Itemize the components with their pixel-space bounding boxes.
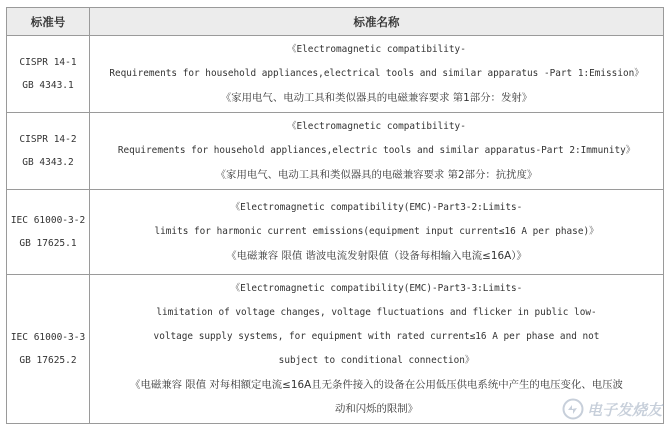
chinese-title: 《电磁兼容 限值 谐波电流发射限值（设备每相输入电流≤16A）》 bbox=[226, 250, 527, 262]
standard-code: GB 4343.2 bbox=[22, 157, 74, 168]
chinese-title: 《家用电气、电动工具和类似器具的电磁兼容要求 第2部分：抗扰度》 bbox=[215, 169, 538, 181]
standard-code: GB 17625.1 bbox=[19, 238, 77, 249]
standards-table bbox=[6, 7, 664, 424]
table-row bbox=[7, 36, 664, 113]
standard-name-cell bbox=[90, 190, 664, 275]
title-line: 《Electromagnetic compatibility(EMC)-Part3-3:Limits- bbox=[230, 283, 523, 294]
title-line: subject to conditional connection》 bbox=[278, 355, 475, 366]
standard-code-cell bbox=[7, 36, 90, 113]
table-row bbox=[7, 190, 664, 275]
title-line: Requirements for household appliances,electrical tools and similar apparatus -Part 1:Emission》 bbox=[109, 68, 644, 79]
header-row bbox=[7, 8, 664, 36]
standard-code: GB 4343.1 bbox=[22, 80, 74, 91]
standard-code: GB 17625.2 bbox=[19, 355, 77, 366]
standard-code-cell bbox=[7, 190, 90, 275]
standard-code: CISPR 14-1 bbox=[19, 57, 77, 68]
standard-code: IEC 61000-3-3 bbox=[10, 332, 86, 343]
standard-code-cell bbox=[7, 275, 90, 424]
standard-code-cell bbox=[7, 113, 90, 190]
standard-code: IEC 61000-3-2 bbox=[10, 215, 86, 226]
watermark bbox=[562, 398, 662, 420]
table-row bbox=[7, 113, 664, 190]
title-line: limitation of voltage changes, voltage fluctuations and flicker in public low- bbox=[156, 307, 597, 318]
site-logo-icon bbox=[562, 398, 584, 420]
standard-name-cell bbox=[90, 36, 664, 113]
title-line: 《Electromagnetic compatibility- bbox=[287, 121, 466, 132]
watermark-text: 电子发烧友 bbox=[586, 400, 662, 419]
header-standard-number: 标准号 bbox=[7, 8, 90, 36]
header-standard-name: 标准名称 bbox=[90, 8, 664, 36]
title-line: voltage supply systems, for equipment with rated current≤16 A per phase and not bbox=[153, 331, 600, 342]
title-line: 《Electromagnetic compatibility(EMC)-Part3-2:Limits- bbox=[230, 202, 523, 213]
standard-code: CISPR 14-2 bbox=[19, 134, 77, 145]
chinese-title: 动和闪烁的限制》 bbox=[334, 403, 419, 415]
title-line: limits for harmonic current emissions(equipment input current≤16 A per phase)》 bbox=[154, 226, 599, 237]
chinese-title: 《电磁兼容 限值 对每相额定电流≤16A且无条件接入的设备在公用低压供电系统中产生的电压变化、电压波 bbox=[130, 379, 623, 391]
standard-name-cell bbox=[90, 113, 664, 190]
title-line: Requirements for household appliances,electric tools and similar apparatus-Part 2:Immunity》 bbox=[117, 145, 636, 156]
title-line: 《Electromagnetic compatibility- bbox=[287, 44, 466, 55]
chinese-title: 《家用电气、电动工具和类似器具的电磁兼容要求 第1部分：发射》 bbox=[220, 92, 533, 104]
